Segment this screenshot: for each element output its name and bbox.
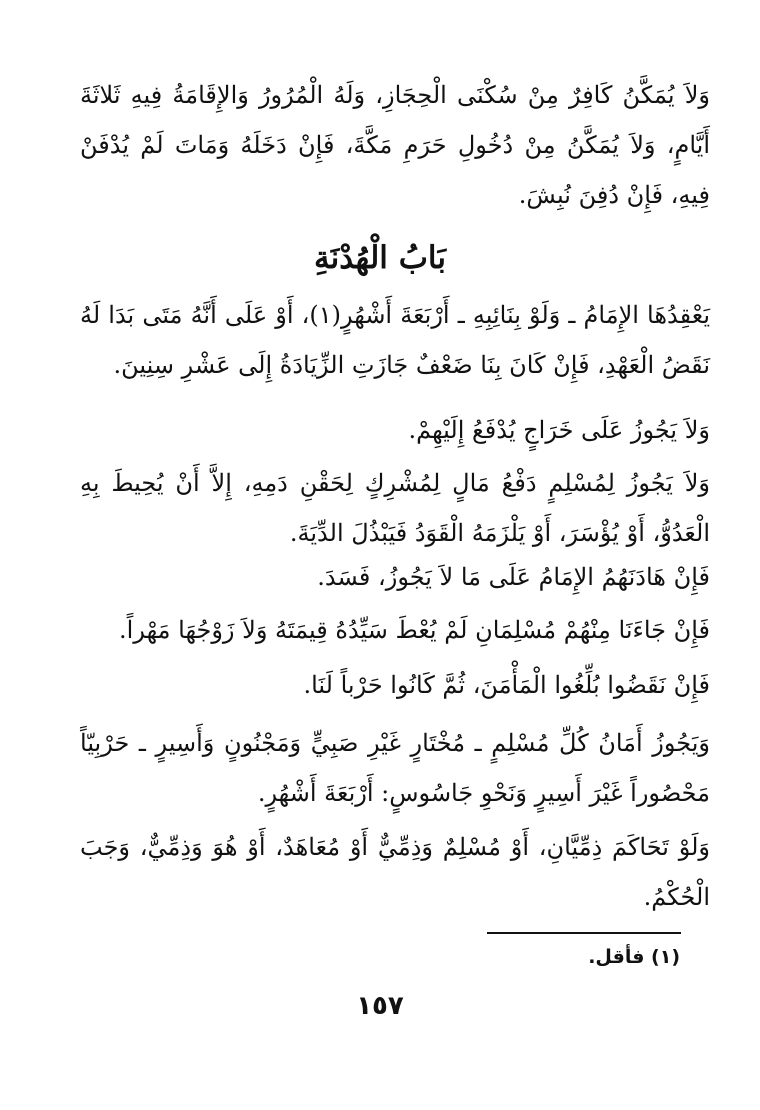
paragraph-judgment: وَلَوْ تَحَاكَمَ ذِمِّيَّانِ، أَوْ مُسْلِمٌ وَذِمِّيٌّ أَوْ مُعَاهَدٌ، أَوْ هُوَ وَذِمِّيٌّ، وَجَبَ الْحُكْمُ.	[80, 833, 710, 911]
paragraph-invalid-truce: فَإِنْ هَادَنَهُمُ الإِمَامُ عَلَى مَا لاَ يَجُوزُ، فَسَدَ.	[317, 563, 710, 591]
page-number: ١٥٧	[356, 991, 404, 1021]
footnote: (١) فأقل.	[588, 946, 680, 968]
paragraph-no-payment: وَلاَ يَجُوزُ لِمُسْلِمٍ دَفْعُ مَالٍ لِمُشْرِكٍ لِحَقْنِ دَمِهِ، إِلاَّ أَنْ يُحِيطَ بِهِ الْعَدُوُّ، أَوْ يُؤْسَرَ، أَوْ يَلْزَمَهُ الْقَوَدُ فَيَبْذُلَ الدِّيَةَ.	[80, 469, 710, 547]
paragraph-two-muslims: فَإِنْ جَاءَنَا مِنْهُمْ مُسْلِمَانِ لَمْ يُعْطَ سَيِّدُهُ قِيمَتَهُ وَلاَ زَوْجُهَا مَهْراً.	[119, 616, 710, 644]
paragraph-breach: فَإِنْ نَقَضُوا بُلِّغُوا الْمَأْمَنَ، ثُمَّ كَانُوا حَرْباً لَنَا.	[303, 671, 710, 699]
paragraph-safe-conduct: وَيَجُوزُ أَمَانُ كُلِّ مُسْلِمٍ ـ مُخْتَارٍ غَيْرِ صَبِيٍّ وَمَجْنُونٍ وَأَسِيرٍ ـ حَرْبِيّاً مَحْصُوراً غَيْرَ أَسِيرٍ وَنَحْوِ جَاسُوسٍ: أَرْبَعَةَ أَشْهُرٍ.	[80, 729, 710, 807]
section-title: بَابُ الْهُدْنَةِ	[314, 240, 446, 276]
paragraph-no-tribute: وَلاَ يَجُوزُ عَلَى خَرَاجٍ يُدْفَعُ إِلَيْهِمْ.	[408, 416, 710, 444]
top-paragraph: وَلاَ يُمَكَّنُ كَافِرٌ مِنْ سُكْنَى الْحِجَازِ، وَلَهُ الْمُرُورُ وَالإِقَامَةُ فِيهِ ثَلاثَةَ أَيَّامٍ، وَلاَ يُمَكَّنُ مِنْ دُخُولِ حَرَمِ مَكَّةَ، فَإِنْ دَخَلَهُ وَمَاتَ لَمْ يُدْفَنْ فِيهِ، فَإِنْ دُفِنَ نُبِشَ.	[80, 81, 710, 209]
paragraph-truce-duration: يَعْقِدُهَا الإِمَامُ ـ وَلَوْ بِنَائِبِهِ ـ أَرْبَعَةَ أَشْهُرٍ(١)، أَوْ عَلَى أَنَّهُ مَتَى بَدَا لَهُ نَقَضُ الْعَهْدِ، فَإِنْ كَانَ بِنَا ضَعْفٌ جَازَتِ الزِّيَادَةُ إِلَى عَشْرِ سِنِينَ.	[80, 301, 711, 379]
footnote-divider	[487, 932, 681, 934]
